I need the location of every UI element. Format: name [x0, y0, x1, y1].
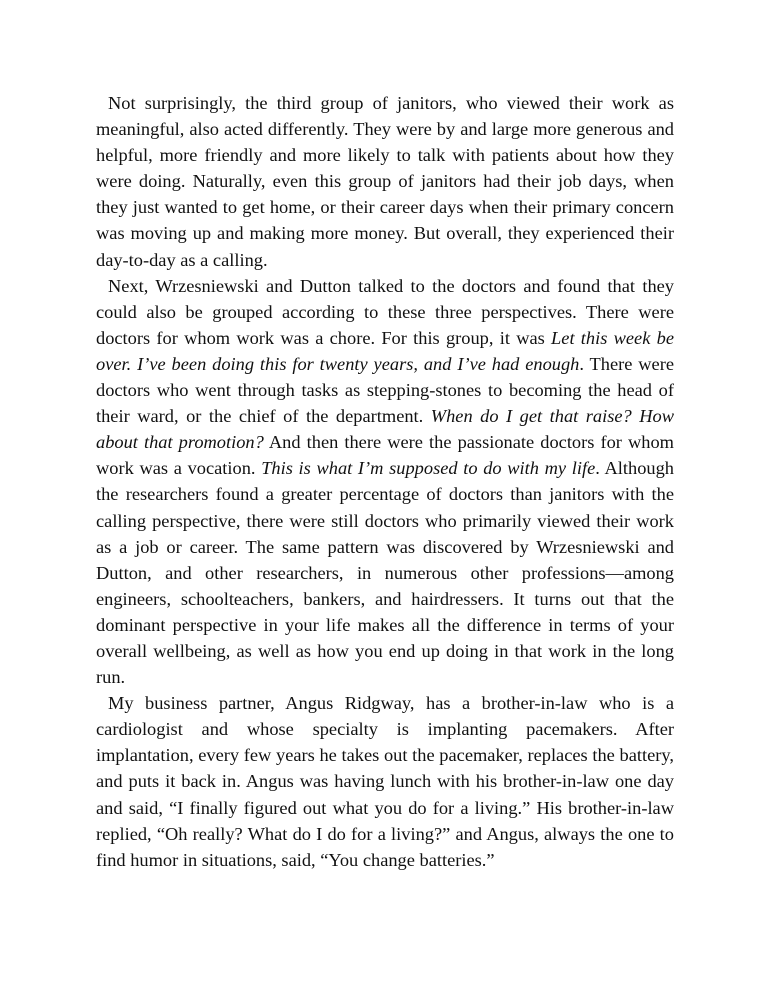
- text-segment: . There were doctors who went through tasks as stepping-stones to becoming the head of their ward, or the chief of the department.: [96, 353, 674, 427]
- paragraph-angus: [96, 690, 674, 873]
- text-segment: Not surprisingly, the third group of janitors, who viewed their work as meaningful, also acted differently. They were by and large more generous and helpful, more friendly and more likely to talk with patients about how they were doing. Naturally, even this group of janitors had their job days, when they just wanted to get home, or their career days when their primary concern was moving up and making more money. But overall, they experienced their day-to-day as a calling.: [96, 93, 674, 270]
- book-page-text: [96, 90, 674, 873]
- italic-quote: Let this week be over. I’ve been doing this for twenty years, and I’ve had enough: [96, 327, 674, 374]
- text-segment: My business partner, Angus Ridgway, has a brother-in-law who is a cardiologist and whose specialty is implanting pacemakers. After implantation, every few years he takes out the pacemaker, replaces the battery, and puts it back in. Angus was having lunch with his brother-in-law one day and said, “I finally figured out what you do for a living.” His brother-in-law replied, “Oh really? What do I do for a living?” and Angus, always the one to find humor in situations, said, “You change batteries.”: [96, 693, 674, 870]
- text-segment: Next, Wrzesniewski and Dutton talked to the doctors and found that they could also be grouped according to these three perspectives. There were doctors for whom work was a chore. For this group, it was: [96, 275, 674, 348]
- italic-quote: This is what I’m supposed to do with my life: [261, 458, 596, 479]
- paragraph-janitors: [96, 90, 674, 273]
- paragraph-doctors: [96, 273, 674, 691]
- text-segment: . Although the researchers found a greater percentage of doctors than janitors with the calling perspective, there were still doctors who primarily viewed their work as a job or career. The same pattern was discovered by Wrzesniewski and Dutton, and other researchers, in numerous other professions—among engineers, schoolteachers, bankers, and hairdressers. It turns out that the dominant perspective in your life makes all the difference in terms of your overall wellbeing, as well as how you end up doing in that work in the long run.: [96, 458, 674, 688]
- italic-quote: When do I get that raise? How about that promotion?: [96, 406, 674, 453]
- text-segment: And then there were the passionate doctors for whom work was a vocation.: [96, 432, 674, 479]
